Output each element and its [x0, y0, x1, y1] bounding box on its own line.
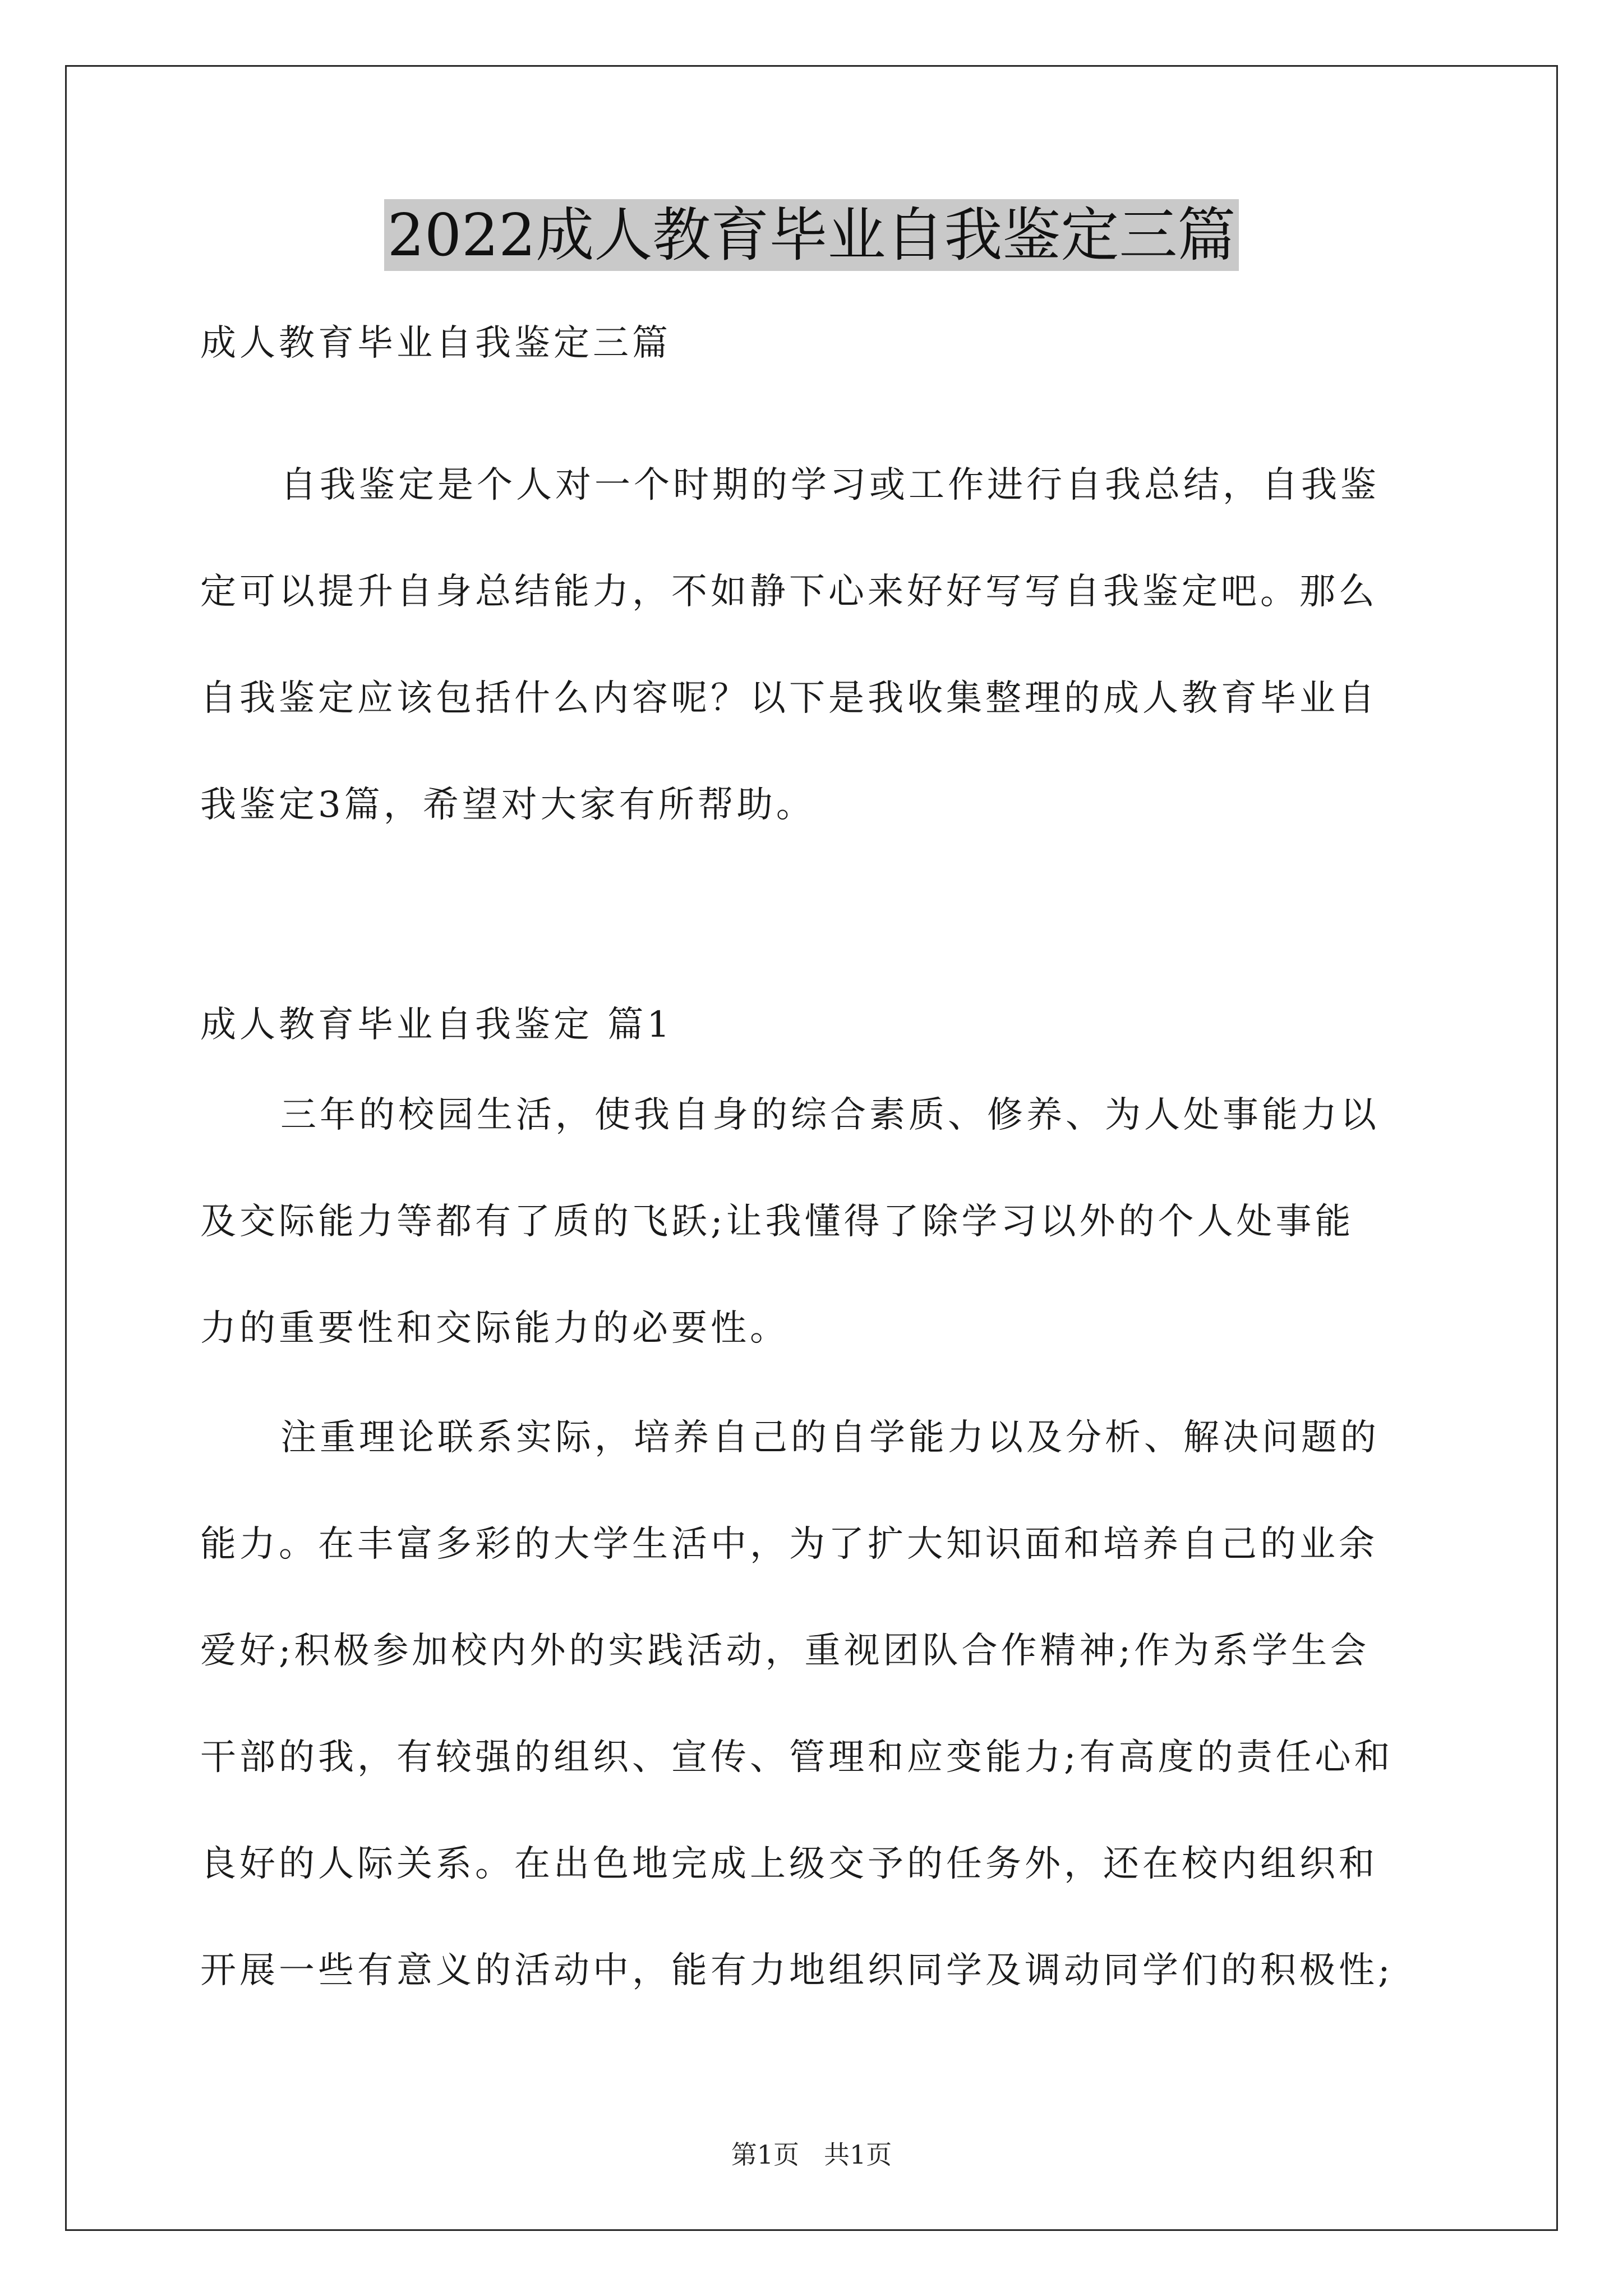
paragraph-line: 注重理论联系实际，培养自己的自学能力以及分析、解决问题的	[280, 1417, 1380, 1458]
intro-line: 自我鉴定应该包括什么内容呢？以下是我收集整理的成人教育毕业自	[200, 678, 1378, 719]
section-heading: 成人教育毕业自我鉴定 篇1	[200, 1004, 674, 1046]
paragraph-line: 力的重要性和交际能力的必要性。	[200, 1308, 789, 1349]
paragraph-2	[200, 1384, 1434, 2024]
paragraph-line: 能力。在丰富多彩的大学生活中，为了扩大知识面和培养自己的业余	[200, 1524, 1378, 1565]
page-number: 第1页	[731, 2139, 799, 2170]
paragraph-line: 三年的校园生活，使我自身的综合素质、修养、为人处事能力以	[280, 1094, 1380, 1136]
paragraph-line: 及交际能力等都有了质的飞跃;让我懂得了除学习以外的个人处事能	[200, 1201, 1354, 1243]
intro-line: 定可以提升自身总结能力，不如静下心来好好写写自我鉴定吧。那么	[200, 571, 1378, 613]
page-footer	[0, 2134, 1623, 2171]
document-title: 2022成人教育毕业自我鉴定三篇	[384, 199, 1239, 271]
paragraph-1	[200, 1062, 1434, 1382]
intro-line: 自我鉴定是个人对一个时期的学习或工作进行自我总结，自我鉴	[280, 464, 1380, 506]
paragraph-line: 干部的我，有较强的组织、宣传、管理和应变能力;有高度的责任心和	[200, 1737, 1394, 1778]
intro-line: 我鉴定3篇，希望对大家有所帮助。	[200, 784, 815, 826]
paragraph-line: 良好的人际关系。在出色地完成上级交予的任务外，还在校内组织和	[200, 1843, 1378, 1885]
intro-paragraph	[200, 432, 1434, 858]
document-subtitle: 成人教育毕业自我鉴定三篇	[200, 323, 671, 364]
paragraph-line: 爱好;积极参加校内外的实践活动，重视团队合作精神;作为系学生会	[200, 1630, 1370, 1672]
title-container	[0, 199, 1623, 271]
page-total: 共1页	[824, 2139, 892, 2170]
paragraph-line: 开展一些有意义的活动中，能有力地组织同学及调动同学们的积极性;	[200, 1950, 1394, 1991]
